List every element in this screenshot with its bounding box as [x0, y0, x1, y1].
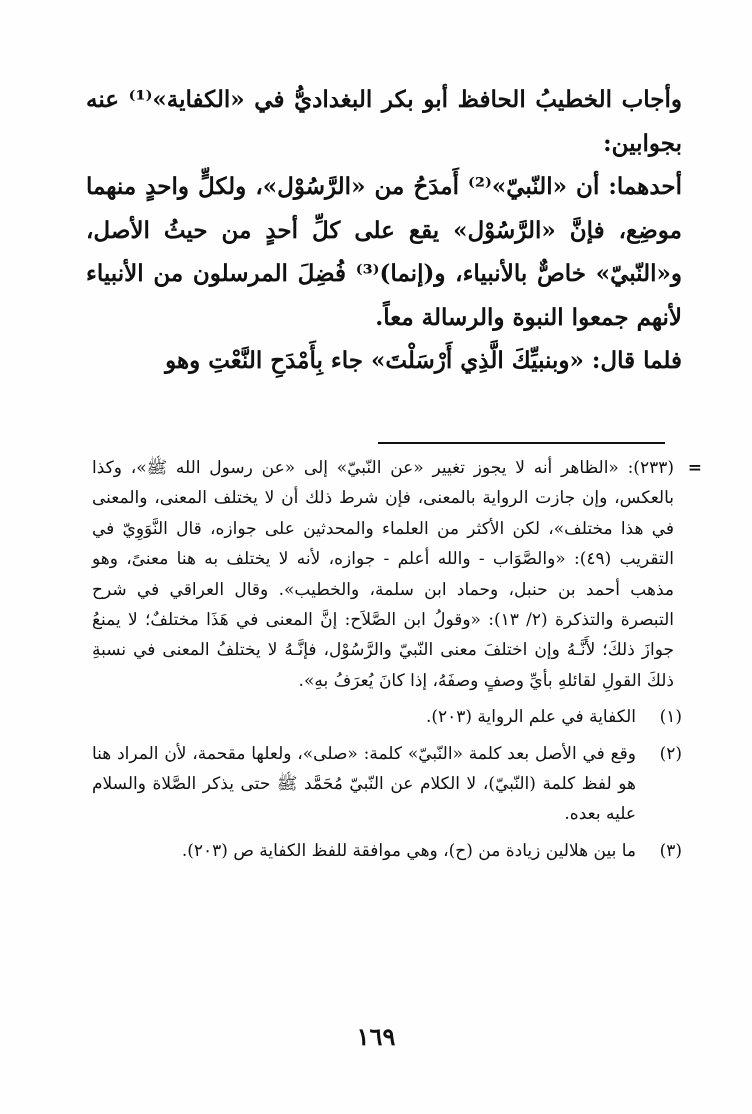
first-answer-text: أن «النّبيّ»⁽²⁾ أَمدَحُ من «الرَّسُوْل»، ولكلٍّ واحدٍ منهما موضِع، فإنَّ «الرَّسُوْل» يقع على كلِّ أحدٍ من حيثُ الأصل، و«النّبيّ» خاصٌّ بالأنبياء، و(إنما)⁽³⁾ فُضِلَ المرسلون من الأنبياء لأنهم جمعوا النبوة والرسالة معاً.: [86, 173, 682, 331]
footnote-2: [92, 739, 682, 830]
page-number: ١٦٩: [356, 1022, 396, 1051]
footnote-number: (٣): [659, 840, 682, 861]
footnote-text: ما بين هلالين زيادة من (ح)، وهي موافقة للفظ الكفاية ص (٢٠٣).: [181, 840, 636, 861]
footnote-text: وقع في الأصل بعد كلمة «النّبيّ» كلمة: «صلى»، ولعلها مقحمة، لأن المراد هنا هو لفظ كلمة (النّبيّ)، لا الكلام عن النّبيّ مُحَمَّد ﷺ حتى يذكر الصَّلاة والسلام عليه بعده.: [92, 743, 636, 825]
paragraph-continuation: فلما قال: «وبنبيِّكَ الَّذِي أَرْسَلْتَ» جاء بِأَمْدَحِ النَّعْتِ وهو: [165, 347, 682, 374]
paragraph-first-answer: [86, 165, 682, 339]
paragraph-intro: وأجاب الخطيبُ الحافظ أبو بكر البغداديُّ في «الكفاية»⁽¹⁾ عنه بجوابين:: [86, 86, 682, 157]
footnotes-section: [92, 453, 702, 866]
continuation-text: (٢٣٣): «الظاهر أنه لا يجوز تغيير «عن النّبيّ» إلى «عن رسول الله ﷺ»، وكذا بالعكس، وإن جازت الرواية بالمعنى، فإن شرط ذلك أن لا يختلف المعنى، والمعنى في هذا مختلف»، لكن الأكثر من العلماء والمحدثين على جوازه، قال النَّوَوِيّ في التقريب (٤٩): «والصَّوَاب - والله أعلم - جوازه، لأنه لا يختلف به هنا معنىً، وهو مذهب أحمد بن حنبل، وحماد ابن سلمة، والخطيب». وقال العراقي في شرح التبصرة والتذكرة (٢/ ١٣): «وقولُ ابن الصَّلاَح: إنَّ المعنى في هَذَا مختلفٌ؛ لا يمنعُ جوازَ ذلكَ؛ لأَنَّـهُ وإن اختلفَ معنى النّبيّ والرَّسُوْل، فإنَّـهُ لا يختلفُ المعنى في نسبةِ ذلكَ القولِ لقائلهِ بأيِّ وصفٍ وصفَهُ، إذا كانَ يُعرَفُ بهِ».: [92, 458, 675, 691]
main-text: [86, 78, 682, 383]
footnote-number: (٢): [659, 743, 682, 764]
first-answer-label: أحدهما:: [608, 173, 682, 200]
footnote-continuation: [92, 453, 702, 696]
footnote-separator: [378, 442, 665, 444]
continuation-marker: =: [687, 458, 702, 478]
footnote-text: الكفاية في علم الرواية (٢٠٣).: [425, 707, 636, 728]
footnote-number: (١): [659, 707, 682, 728]
footnote-1: [92, 702, 682, 732]
footnote-3: [92, 836, 682, 866]
